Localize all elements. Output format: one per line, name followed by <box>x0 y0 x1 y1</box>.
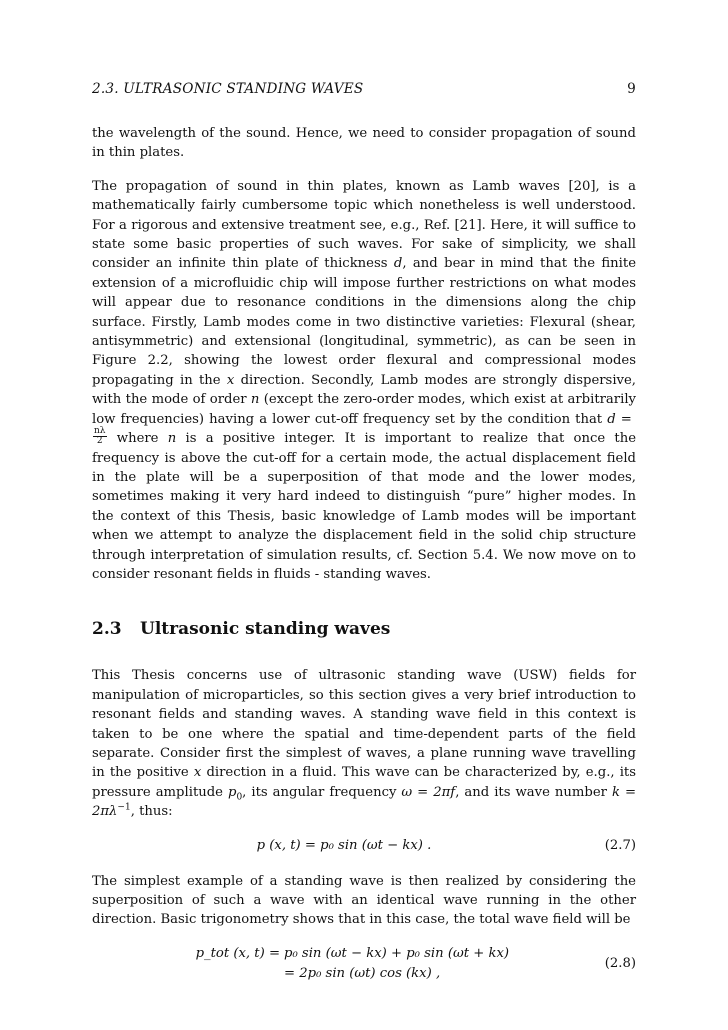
math-x: x <box>226 372 235 388</box>
paragraph-lamb-waves: The propagation of sound in thin plates, known as Lamb waves [20], is a mathematically fairly cumbersome topic which nonetheless is well understood. For a rigorous and extensive treatment see, e.g., Ref. [21]. Here, it will suffice to state some basic properties of such waves. For sake of simplicity, we shall consider an infinite thin plate of thickness d, and bear in mind that the finite extension of a microfluidic chip will impose further restrictions on what modes will appear due to resonance conditions in the dimensions along the chip surface. Firstly, Lamb modes come in two distinctive varieties: Flexural (shear, antisymmetric) and extensional (longitudinal, symmetric), as can be seen in Figure 2.2, showing the lowest order flexural and compressional modes propagating in the x direction. Secondly, Lamb modes are strongly dispersive, with the mode of order n (except the zero-order modes, which exist at arbitrarily low frequencies) having a lower cut-off frequency set by the condition that d = $\frac{n\lambda}{2}$ where n is a positive integer. It is important to realize that once the frequency is above the cut-off for a certain mode, the actual displacement field in the plate will be a superposition of that mode and the lower modes, sometimes making it very hard indeed to distinguish “pure” higher modes. In the context of this Thesis, basic knowledge of Lamb modes will be important when we attempt to analyze the displacement field in the solid chip structure through interpretation of simulation results, cf. Section 5.4. We now move on to consider resonant fields in fluids - standing waves. <box>92 178 636 582</box>
equation-number-2-7: (2.7) <box>604 837 636 853</box>
math-p0: p <box>227 784 237 800</box>
math-omega: ω = 2πf <box>401 784 456 800</box>
equation-2-8-lhs: p_tot (x, t) = <box>195 945 280 961</box>
equation-2-8-line-2 <box>92 964 636 984</box>
page-body <box>92 124 636 1000</box>
fraction-n-lambda-over-2: $\frac{n\lambda}{2}$ <box>94 426 106 447</box>
equation-number-2-8: (2.8) <box>604 955 636 971</box>
math-n: n <box>250 392 260 408</box>
running-title: 2.3. ULTRASONIC STANDING WAVES <box>92 81 364 97</box>
running-header <box>92 81 636 97</box>
equation-2-7-body: p (x, t) = p₀ sin (ωt − kx) . <box>256 837 432 853</box>
math-cutoff-condition: d = <box>607 411 632 427</box>
equation-2-8 <box>92 944 636 984</box>
section-heading <box>92 618 636 640</box>
paragraph-1: the wavelength of the sound. Hence, we need to consider propagation of sound in thin plates. <box>92 126 636 161</box>
paragraph-superposition: The simplest example of a standing wave is then realized by considering the superposition of such a wave with an identical wave running in the other direction. Basic trigonometry shows that in this case, the total wave field will be <box>92 873 636 928</box>
equation-2-8-rhs-2: = 2p₀ sin (ωt) cos (kx) , <box>284 965 441 981</box>
paragraph-usw-intro: This Thesis concerns use of ultrasonic standing wave (USW) fields for manipulation of microparticles, so this section gives a very brief introduction to resonant fields and standing waves. A standing wave field in this context is taken to be one where the spatial and time-dependent parts of the field separate. Consider first the simplest of waves, a plane running wave travelling in the positive x direction in a fluid. This wave can be characterized by, e.g., its pressure amplitude $p_0$, its angular frequency ω = 2πf, and its wave number $k = 2\pi\lambda^{-1}$, thus: <box>92 668 637 820</box>
section-number: 2.3 <box>92 619 122 640</box>
math-d: d <box>393 256 403 272</box>
section-title: Ultrasonic standing waves <box>140 619 391 640</box>
equation-2-8-rhs-1: p₀ sin (ωt − kx) + p₀ sin (ωt + kx) <box>284 945 510 961</box>
math-k: k = 2πλ <box>92 784 637 820</box>
equation-2-7 <box>92 836 636 856</box>
equation-2-8-line-1 <box>92 944 636 964</box>
page-number: 9 <box>627 81 636 97</box>
